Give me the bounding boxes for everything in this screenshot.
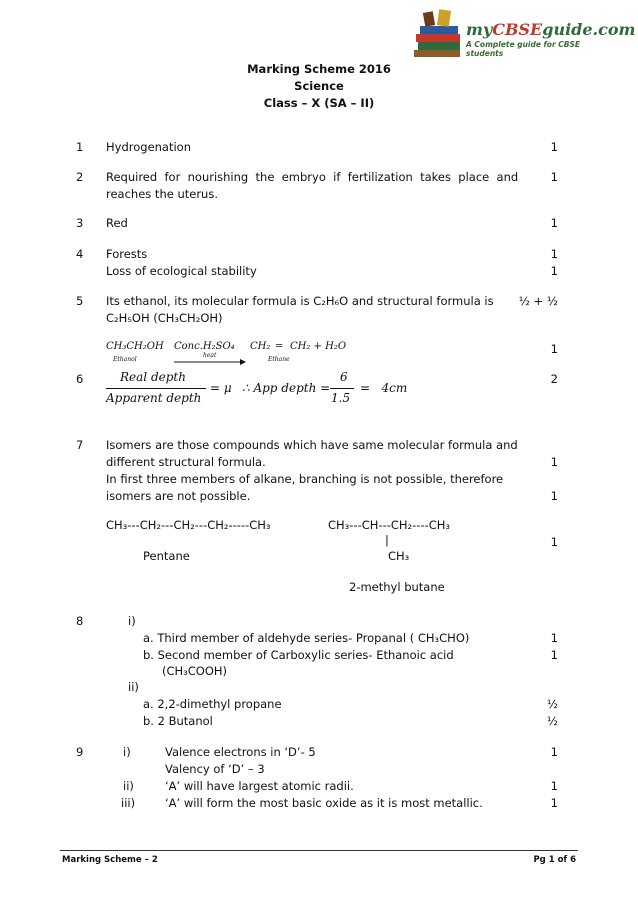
q9-text1: Valence electrons in ‘D’- 5 xyxy=(165,745,316,759)
eq-product-label: Ethane xyxy=(268,356,290,363)
eq-arrow-label: heat xyxy=(203,352,217,359)
q8-part1: i) xyxy=(128,614,136,628)
q5-mark: ½ + ½ xyxy=(518,294,558,308)
q6-fraction-bar xyxy=(106,388,206,389)
q3-number: 3 xyxy=(76,216,84,230)
header-subject: Science xyxy=(294,79,344,93)
q7-mark1: 1 xyxy=(550,455,558,469)
q2-line1: Required for nourishing the embryo if fertilization takes place and xyxy=(106,170,519,184)
q9-roman3: iii) xyxy=(121,796,136,810)
branch-group: CH₃ xyxy=(388,549,410,563)
q5-line1: Its ethanol, its molecular formula is C₂H₆O and structural formula is xyxy=(106,294,494,308)
q8-part1-a: a. Third member of aldehyde series- Propanal ( CH₃CHO) xyxy=(143,631,470,645)
q2-number: 2 xyxy=(76,170,84,184)
q6-mu: = μ xyxy=(210,381,232,395)
eq-equals: = xyxy=(275,341,284,352)
q7-mark2: 1 xyxy=(550,489,558,503)
q8-number: 8 xyxy=(76,614,84,628)
q1-mark: 1 xyxy=(550,140,558,154)
q3-answer: Red xyxy=(106,216,128,230)
q8-part1-b-cont: (CH₃COOH) xyxy=(162,664,228,678)
eq-product1: CH₂ xyxy=(250,341,271,352)
q9-text3: ‘A’ will form the most basic oxide as it is most metallic. xyxy=(165,796,483,810)
q6-number: 6 xyxy=(76,372,84,386)
q6-mark: 2 xyxy=(550,372,558,386)
q4-number: 4 xyxy=(76,247,84,261)
header-title: Marking Scheme 2016 xyxy=(247,62,391,76)
q2-line2: reaches the uterus. xyxy=(106,187,218,201)
q1-answer: Hydrogenation xyxy=(106,140,192,154)
isopentane-name: 2-methyl butane xyxy=(349,580,445,594)
q6-value-denominator: 1.5 xyxy=(331,391,351,405)
q8-part2: ii) xyxy=(128,680,139,694)
eq-reactant-label: Ethanol xyxy=(113,356,137,363)
branch-bond: | xyxy=(385,533,389,547)
q5-eq-mark: 1 xyxy=(550,342,558,356)
q9-number: 9 xyxy=(76,745,84,759)
q5-line2: C₂H₅OH (CH₃CH₂OH) xyxy=(106,311,223,325)
eq-product2: CH₂ + H₂O xyxy=(290,341,347,352)
q8-mark3: ½ xyxy=(546,697,558,711)
q7-line3: In first three members of alkane, branching is not possible, therefore xyxy=(106,472,504,486)
logo-tagline: A Complete guide for CBSE students xyxy=(466,40,581,58)
q8-part2-a: a. 2,2-dimethyl propane xyxy=(143,697,282,711)
q4-mark2: 1 xyxy=(550,264,558,278)
q6-fraction-numerator: Real depth xyxy=(120,370,186,384)
q7-line4: isomers are not possible. xyxy=(106,489,251,503)
q8-part2-b: b. 2 Butanol xyxy=(143,714,213,728)
q4-line2: Loss of ecological stability xyxy=(106,264,257,278)
q8-mark4: ½ xyxy=(546,714,558,728)
q4-mark1: 1 xyxy=(550,247,558,261)
q9-mark3: 1 xyxy=(550,796,558,810)
q9-roman2: ii) xyxy=(123,779,134,793)
books-icon xyxy=(410,4,466,60)
header-class: Class – X (SA – II) xyxy=(263,96,375,110)
isopentane-formula: CH₃---CH---CH₂----CH₃ xyxy=(328,518,451,532)
q3-mark: 1 xyxy=(550,216,558,230)
q6-value-bar xyxy=(330,388,354,389)
q5-number: 5 xyxy=(76,294,84,308)
footer-divider xyxy=(60,850,578,851)
eq-reactant: CH₃CH₂OH xyxy=(106,341,164,352)
q6-result: = 4cm xyxy=(360,381,408,395)
pentane-name: Pentane xyxy=(143,549,190,563)
q7-number: 7 xyxy=(76,438,84,452)
q9-mark2: 1 xyxy=(550,779,558,793)
footer-left: Marking Scheme – 2 xyxy=(62,855,158,865)
q9-text2: ‘A’ will have largest atomic radii. xyxy=(165,779,354,793)
logo xyxy=(410,0,636,60)
q2-mark: 1 xyxy=(550,170,558,184)
q9-text1b: Valency of ‘D’ – 3 xyxy=(165,762,265,776)
q7-line1: Isomers are those compounds which have same molecular formula and xyxy=(106,438,518,452)
q8-mark1: 1 xyxy=(550,631,558,645)
q9-roman1: i) xyxy=(123,745,131,759)
q7-mark3: 1 xyxy=(550,535,558,549)
eq-reagent: Conc.H₂SO₄ xyxy=(174,341,235,352)
q6-value-numerator: 6 xyxy=(340,370,348,384)
footer-page-number: Pg 1 of 6 xyxy=(533,855,576,865)
q8-part1-b: b. Second member of Carboxylic series- Ethanoic acid xyxy=(143,648,454,662)
q6-therefore: ∴ App depth = xyxy=(242,381,331,395)
q9-mark1: 1 xyxy=(550,745,558,759)
pentane-formula: CH₃---CH₂---CH₂---CH₂-----CH₃ xyxy=(106,518,271,532)
q8-mark2: 1 xyxy=(550,648,558,662)
q4-line1: Forests xyxy=(106,247,148,261)
logo-brand: myCBSEguide.com xyxy=(466,20,636,39)
q1-number: 1 xyxy=(76,140,84,154)
q7-line2: different structural formula. xyxy=(106,455,266,469)
q6-fraction-denominator: Apparent depth xyxy=(106,391,202,405)
